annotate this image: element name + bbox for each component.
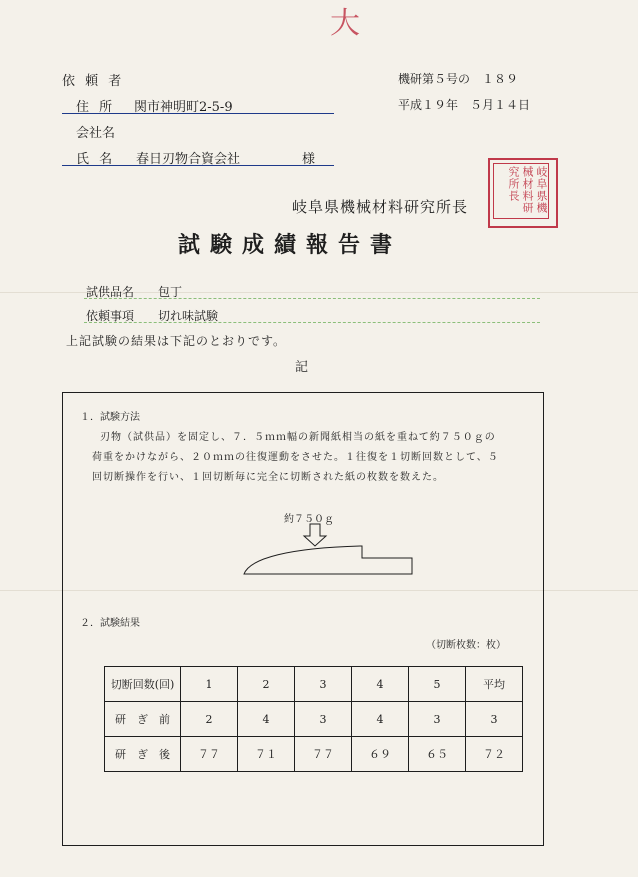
request-value: 切れ味試験 xyxy=(158,309,219,323)
header-cell: 平均 xyxy=(466,667,523,702)
stamp-top: 大 xyxy=(330,6,360,41)
method-line-3: 回切断操作を行い、１回切断毎に完全に切断された紙の枚数を数えた。 xyxy=(92,472,444,483)
row-label: 研 ぎ 前 xyxy=(105,702,181,737)
header-cell: 切断回数(回) xyxy=(105,667,181,702)
name-value: 春日刃物合資会社 xyxy=(136,152,241,167)
sample-label: 試供品名 xyxy=(86,285,135,299)
table-cell: ７７ xyxy=(181,737,238,772)
load-arrow xyxy=(304,524,326,546)
report-number: 機研第５号の １８９ xyxy=(398,72,519,86)
header-cell: 5 xyxy=(409,667,466,702)
institute-seal xyxy=(488,158,558,228)
address-value: 関市神明町2-5-9 xyxy=(134,100,233,115)
company-label: 会社名 xyxy=(76,126,116,141)
requester-heading: 依 頼 者 xyxy=(62,74,125,89)
name-label: 氏 名 xyxy=(76,152,116,167)
honorific: 様 xyxy=(302,152,316,167)
knife-diagram xyxy=(230,522,430,582)
table-cell: 3 xyxy=(466,702,523,737)
header-cell: 2 xyxy=(238,667,295,702)
method-line-1: 刃物（試供品）を固定し、７．５ｍｍ幅の新聞紙相当の紙を重ねて約７５０ｇの xyxy=(100,432,496,443)
row-label: 研 ぎ 後 xyxy=(105,737,181,772)
institute-name: 岐阜県機械材料研究所長 xyxy=(292,198,469,216)
results-table xyxy=(104,666,523,772)
name-underline xyxy=(62,165,334,166)
section1-heading: １．試験方法 xyxy=(80,412,140,423)
section2-heading: ２．試験結果 xyxy=(80,618,140,629)
address-underline xyxy=(62,113,334,114)
header-cell: 4 xyxy=(352,667,409,702)
request-underline xyxy=(84,322,540,323)
table-cell: 4 xyxy=(352,702,409,737)
results-unit: （切断枚数：枚） xyxy=(426,640,506,651)
table-header-row xyxy=(105,667,523,702)
sample-underline xyxy=(84,298,540,299)
table-cell: ７１ xyxy=(238,737,295,772)
table-cell: 3 xyxy=(409,702,466,737)
method-line-2: 荷重をかけながら、２０ｍｍの往復運動をさせた。１往復を１切断回数として、５ xyxy=(92,452,499,463)
table-row-before-sharpening xyxy=(105,702,523,737)
table-cell: 3 xyxy=(295,702,352,737)
report-title: 試験成績報告書 xyxy=(178,232,403,258)
seal-lettering: 岐阜県機械材料研究所長 xyxy=(493,163,549,219)
load-label: 約７５０ｇ xyxy=(284,514,334,525)
header-cell: 3 xyxy=(295,667,352,702)
knife-outline xyxy=(244,546,412,574)
table-cell: ６５ xyxy=(409,737,466,772)
table-cell: 4 xyxy=(238,702,295,737)
table-cell: ７７ xyxy=(295,737,352,772)
ki-mark: 記 xyxy=(295,360,309,375)
report-date: 平成１９年 ５月１４日 xyxy=(398,98,531,112)
table-cell: 2 xyxy=(181,702,238,737)
header-cell: 1 xyxy=(181,667,238,702)
intro-text: 上記試験の結果は下記のとおりです。 xyxy=(66,334,287,348)
sample-value: 包丁 xyxy=(158,285,183,299)
table-cell: ７２ xyxy=(466,737,523,772)
address-label: 住 所 xyxy=(76,100,116,115)
request-label: 依頼事項 xyxy=(86,309,135,323)
table-cell: ６９ xyxy=(352,737,409,772)
table-row-after-sharpening xyxy=(105,737,523,772)
